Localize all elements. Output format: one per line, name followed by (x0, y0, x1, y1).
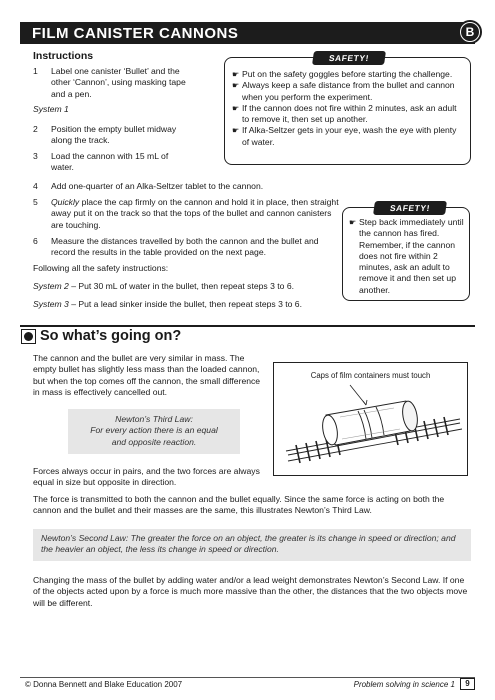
third-law-box (68, 409, 240, 454)
instruction-step-1 (33, 66, 213, 100)
step-number: 4 (33, 181, 38, 191)
safety-item: ☛ If the cannon does not fire within 2 minutes, ask an adult to remove it, then set up another. (232, 102, 457, 125)
explain-paragraph-4: Changing the mass of the bullet by adding water and/or a lead weight demonstrates Newton’s Second Law. If one of the objects acted upon by a force is much more massive than the other, the distances that the two objects move will be different. (33, 575, 468, 608)
safety-list-2 (349, 217, 465, 296)
second-law-text: Newton’s Second Law: The greater the force on an object, the greater is its change in speed or direction; and the heavier an object, the less its change in speed or direction. (41, 533, 456, 555)
safety-label: SAFETY! (373, 201, 447, 215)
system-3-label: System 3 (33, 299, 69, 309)
second-law-box (33, 529, 471, 561)
hand-pointer-icon: ☛ (232, 81, 240, 91)
safety-item: ☛ If Alka-Seltzer gets in your eye, wash the eye with plenty of water. (232, 125, 457, 147)
explain-paragraph-3: The force is transmitted to both the cannon and the bullet equally. Since the same force is acting on both the cannon and the bullet and their masses are the same, this illustrates Newton’s Third Law. (33, 494, 445, 516)
system-1-label: System 1 (33, 104, 69, 114)
safety-item: ☛ Put on the safety goggles before starting the challenge. (232, 69, 453, 79)
step-text: Measure the distances travelled by both the cannon and the bullet and record the results in the table provided on the next page. (51, 236, 319, 258)
system-3-text: – Put a lead sinker inside the bullet, then repeat steps 3 to 6. (68, 299, 302, 309)
step-text: place the cap firmly on the cannon and hold it in place, then straight away put it on the track so that the tops of the bullet and cannon canisters are touching. (51, 197, 339, 230)
section-heading: So what’s going on? (40, 328, 182, 344)
safety-label: SAFETY! (312, 51, 386, 65)
step-text: Label one canister ‘Bullet’ and the other ‘Cannon’, using masking tape and a pen. (51, 66, 186, 99)
explain-paragraph-2: Forces always occur in pairs, and the two forces are always equal in size but opposite in direction. (33, 466, 260, 488)
step-number: 5 (33, 197, 38, 207)
system-2-line (33, 281, 343, 292)
step-number: 2 (33, 124, 38, 134)
section-badge (458, 20, 482, 44)
third-law-text: For every action there is an equal and opposite reaction. (90, 425, 218, 447)
system-3-line (33, 299, 343, 310)
page-footer (20, 677, 475, 691)
hand-pointer-icon: ☛ (232, 103, 240, 113)
section-divider (20, 325, 475, 327)
safety-list-1 (232, 69, 464, 148)
system-2-text: – Put 30 mL of water in the bullet, then repeat steps 3 to 6. (68, 281, 294, 291)
canisters-on-track-illustration (274, 363, 467, 475)
hand-pointer-icon: ☛ (232, 126, 240, 136)
instructions-heading: Instructions (33, 50, 94, 62)
step-number: 1 (33, 66, 38, 76)
instruction-step-6 (33, 236, 343, 259)
footer-rule (20, 677, 475, 678)
step-number: 6 (33, 236, 38, 246)
page-title: FILM CANISTER CANNONS (32, 25, 239, 42)
book-title: Problem solving in science 1 (353, 680, 455, 689)
title-bar (20, 22, 475, 44)
instruction-step-3 (33, 151, 213, 174)
system-2-label: System 2 (33, 281, 69, 291)
hand-pointer-icon: ☛ (232, 70, 240, 79)
explain-paragraph-1: The cannon and the bullet are very similar in mass. The empty bullet has slightly less mass than the loaded cannon, but when the top comes off the cannon, the small difference in mass is effectively cancelled out. (33, 353, 261, 397)
copyright-text: © Donna Bennett and Blake Education 2007 (25, 680, 183, 689)
gear-icon (21, 329, 36, 344)
section-badge-letter: B (461, 23, 479, 41)
canister-figure (273, 362, 468, 476)
safety-item: ☛ Always keep a safe distance from the bullet and cannon when you perform the experiment. (232, 80, 455, 102)
step-lead-word: Quickly (51, 197, 80, 207)
safety-item: ☛ Step back immediately until the cannon has fired. Remember, if the cannon does not fire within 2 minutes, ask an adult to remove it and then set up another. (349, 217, 464, 295)
hand-pointer-icon: ☛ (349, 218, 357, 227)
following-instructions: Following all the safety instructions: (33, 263, 169, 273)
step-text: Position the empty bullet midway along the track. (51, 124, 177, 146)
instruction-step-4 (33, 181, 343, 192)
instruction-step-5 (33, 197, 343, 231)
page-number: 9 (460, 678, 475, 690)
figure-caption: Caps of film containers must touch (310, 371, 431, 380)
instruction-step-2 (33, 124, 213, 147)
step-text: Add one-quarter of an Alka-Seltzer tablet to the cannon. (51, 181, 264, 191)
third-law-title: Newton’s Third Law: (115, 414, 193, 424)
step-text: Load the cannon with 15 mL of water. (51, 151, 169, 173)
step-number: 3 (33, 151, 38, 161)
